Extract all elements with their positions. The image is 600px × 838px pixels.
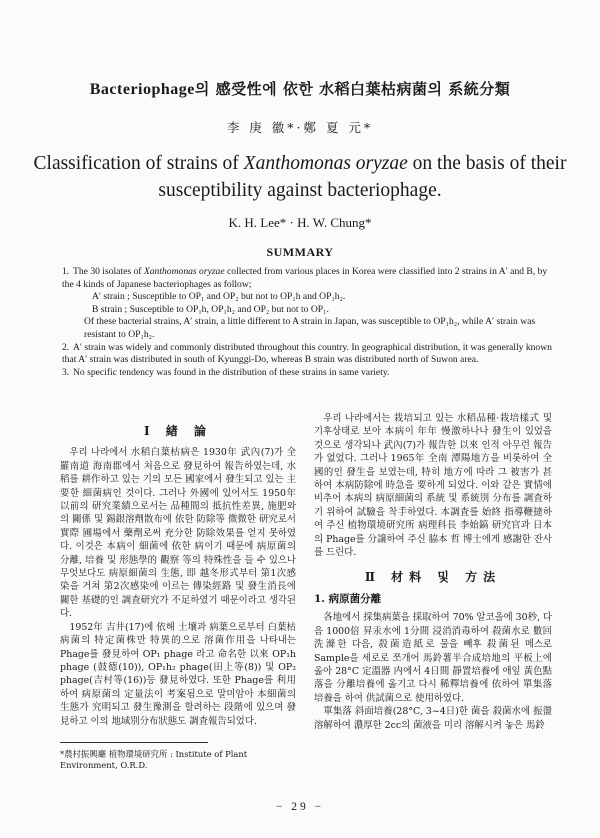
- english-title: [0, 150, 600, 204]
- english-authors: K. H. Lee* · H. W. Chung*: [228, 215, 372, 230]
- methods-paragraph-2: 單集落 斜面培養(28°C, 3~4日)한 菌을 殺菌水에 振盪溶解하여 濃厚한 2cc의 菌液을 미리 溶解시켜 놓은 馬鈴: [314, 706, 552, 731]
- korean-authors: 李 庚 徽*·鄭 夏 元*: [226, 120, 374, 135]
- summary-item-1-pre: The 30 isolates of: [73, 266, 144, 277]
- strain-b-line: B strain ; Susceptible to OP₁h, OP₁h₂ and OP₂ but not to OP₁.: [92, 303, 329, 315]
- item-number: 2.: [62, 341, 70, 353]
- summary-item-1: [62, 266, 560, 291]
- left-column: [60, 425, 296, 728]
- english-title-species: Xanthomonas oryzae: [243, 153, 408, 174]
- summary-section: [62, 266, 560, 379]
- english-title-pre: Classification of strains of: [33, 153, 244, 174]
- methods-subheading: 1. 病原菌分離: [314, 592, 382, 605]
- right-column: [314, 412, 552, 732]
- english-title-post: on the basis of their susceptibility against bacteriophage.: [158, 153, 567, 201]
- item-number: 3.: [62, 366, 70, 378]
- summary-item-1-note: Of these bacterial strains, A′ strain, a little different to A strain in Japan, was susceptible to OP₁h₂, while A′ strain was resistant to OP₁h₂.: [84, 316, 536, 340]
- footnote: *農村振興廳 植物環境研究所 : Institute of Plant Environment, O.R.D.: [60, 749, 248, 770]
- introduction-heading: Ⅰ 緖 論: [144, 424, 212, 438]
- footnote-rule: [60, 742, 208, 743]
- intro-paragraph-3: 우리 나라에서는 栽培되고 있는 水稻品種·栽培樣式 및 기후상태로 보아 本病이 年年 慢激하나나 發生이 있었을 것으로 생각되나 武內(7)가 報告한 以來 인적 아무런 報告가 없었다. 그러나 1965年 全南 潭陽地方을 비롯하여 全國的인 發生을 보였는데, 特히 地方에 따라 그 被害가 甚하여 本病防除에 時急을 要하게 되었다. 이와 같은 實情에 비추어 本病의 病原細菌의 系統 및 系統別 分布를 調査하기 위하여 試驗을 착手하였다. 本調査를 始終 指導鞭撻하여 주신 植物環境研究所 病理科長 李始鎬 研究官과 日本의 Phage를 分譲하여 주신 脇本 哲 博士에게 感謝한 잔사를 드린다.: [314, 413, 552, 559]
- korean-title-latin: Bacteriophage: [89, 81, 195, 98]
- item-number: 1.: [62, 266, 70, 277]
- korean-title-rest: 의 感受性에 依한 水稻白葉枯病菌의 系統分類: [194, 80, 511, 98]
- summary-item-2-text: A′ strain was widely and commonly distributed throughout this country. In geographical distribution, it was generally known that A′ strain was distributed in south of Kyunggi-Do, whereas B strain was distributed north of Suwon area.: [62, 341, 552, 366]
- summary-item-1-species: Xanthomonas oryzae: [143, 266, 225, 277]
- intro-paragraph-2: 1952年 吉井(17)에 依해 土壤과 病葉으로부터 白葉枯病菌의 特定菌株만 特異的으로 溶菌作用을 나타내는 Phage를 發見하여 OP₁ phage 라고 命名한 以來 OP₁h phage (鼓德(10)), OP₁h₂ phage(田上等(8)) 및 OP₂ phage(吉村等(16))등 發見하였다. 또한 Phage를 利用하여 病原菌의 定量法이 考案됨으로 말미암아 本細菌의 生態가 究明되고 發生豫測을 할려하는 段階에 있으며 發見하고 이의 地域別分布狀態도 調査報告되었다.: [60, 621, 296, 727]
- summary-item-3: [62, 367, 560, 380]
- summary-heading: SUMMARY: [266, 245, 334, 259]
- page-number: − 29 −: [275, 801, 325, 813]
- summary-item-1-post: collected from various places in Korea were classified into 2 strains in A′ and B, by the 4 kinds of Japanese bacteriophages as follow;: [62, 266, 548, 290]
- korean-title: [0, 78, 600, 99]
- strain-a-line: A′ strain ; Susceptible to OP₁ and OP₂ but not to OP₁h and OP₁h₂.: [92, 291, 346, 303]
- intro-paragraph-1: 우리 나라에서 水稻白葉枯病은 1930年 武內(7)가 全羅南道 海南郡에서 처음으로 發見하여 報告하였는데, 水稻를 耕作하고 있는 기의 모든 國家에서 發生되고 있는 主要한 細菌病인 것이다. 그러나 外國에 있어서도 1950年 以前의 研究業績으로서는 品種間의 抵抗性差異, 施肥와의 關係 및 錫銀溶劑散布에 依한 防除等 微微한 研究로서 實際 圃場에서 藥劑로써 充分한 防除效果를 얻지 못하였다. 이것은 本病이 細菌에 依한 病이기 때문에 病原菌의 分離, 培養 및 形態學的 觀察 等의 特殊性을 들 수 있으나 무엇보다도 病原細菌의 生態, 即 越冬形式부터 第1次感染을 거쳐 第2次感染에 이르는 傳染經路 및 發生消長에 關한 基礎的인 調査研究가 不足하였기 때문이라고 생각된다.: [60, 447, 296, 620]
- methods-paragraph-1: 各地에서 採集病葉을 採取하여 70% 알코올에 30秒, 다음 1000倍 昇汞水에 1分間 浸消消毒하여 殺菌水로 數回 洗滌한 다음, 殺菌造紙로 물을 빼후 殺菌된 메스로 Sample을 세로로 쪼개어 馬鈴薯半合成培地의 平板上에 옮아 28°C 定溫器 内에서 4日間 靜置培養에 애잎 黃色點落을 分離培養에 옮기고 다시 稀釋培養에 依하여 單集落培養을 하여 供試菌으로 使用하였다.: [314, 612, 552, 704]
- methods-heading: Ⅱ 材料 및 方法: [364, 570, 502, 585]
- summary-item-3-text: No specific tendency was found in the distribution of these strains in same variety.: [73, 366, 390, 378]
- summary-item-2: [62, 342, 560, 367]
